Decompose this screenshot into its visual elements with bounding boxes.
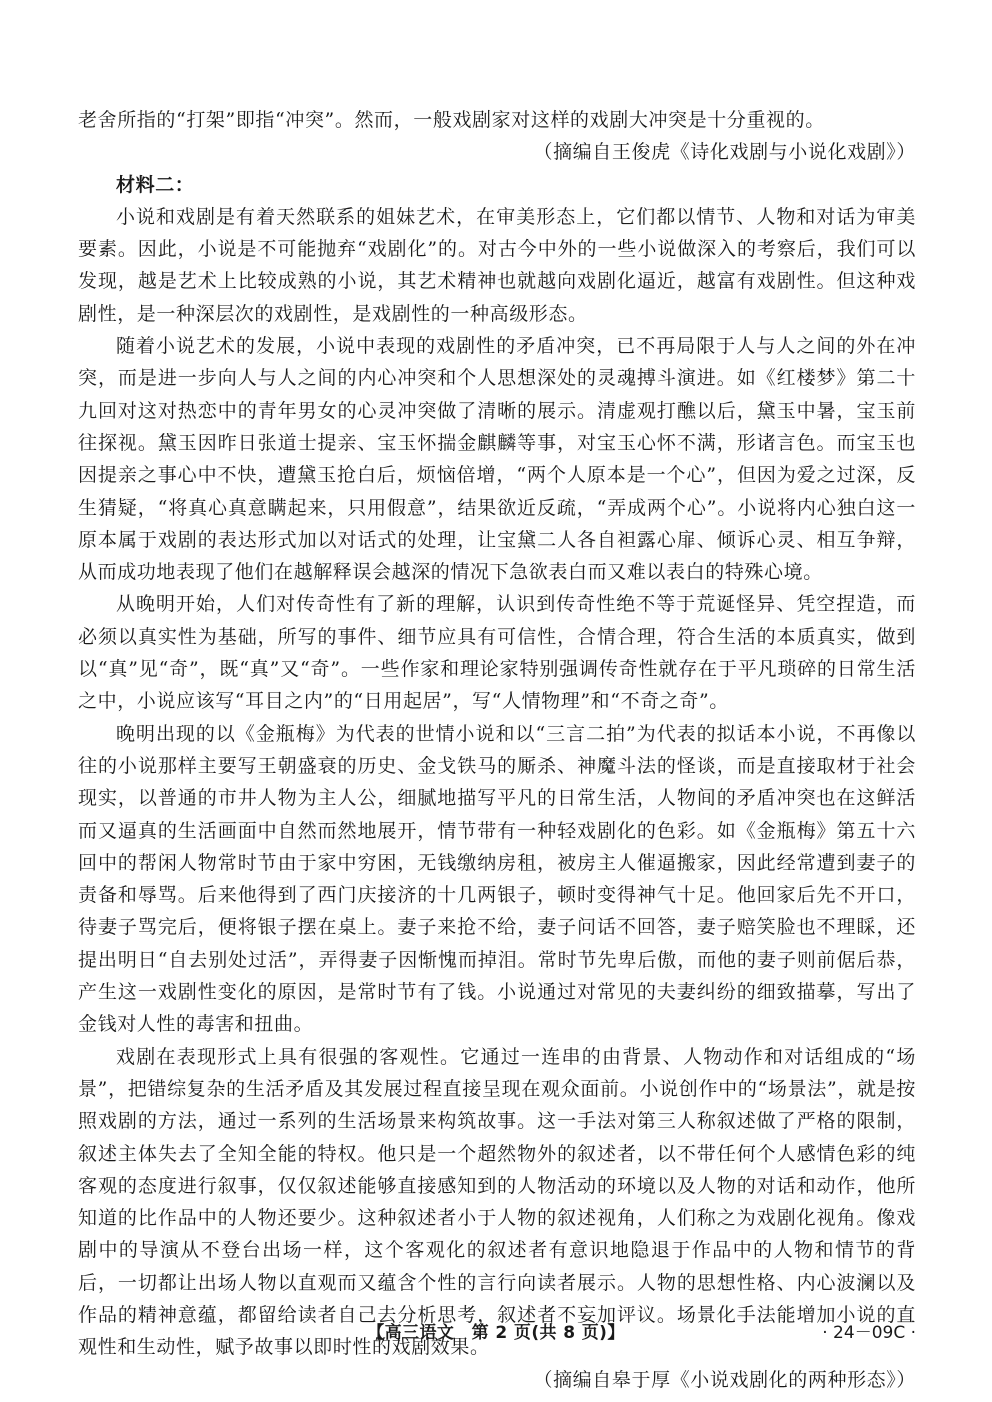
paragraph-5: 戏剧在表现形式上具有很强的客观性。它通过一连串的由背景、人物动作和对话组成的“场景”，把错综复杂的生活矛盾及其发展过程直接呈现在观众面前。小说创作中的“场景法”，就是按照戏剧的方法，通过一系列的生活场景来构筑故事。这一手法对第三人称叙述做了严格的限制，叙述主体失去了全知全能的特权。他只是一个超然物外的叙述者，以不带任何个人感情色彩的纯客观的态度进行叙事，仅仅叙述能够直接感知到的人物活动的环境以及人物的对话和动作，他所知道的比作品中的人物还要少。这种叙述者小于人物的叙述视角，人们称之为戏剧化视角。像戏剧中的导演从不登台出场一样，这个客观化的叙述者有意识地隐退于作品中的人物和情节的背后，一切都让出场人物以直观而又蕴含个性的言行向读者展示。人物的思想性格、内心波澜以及作品的精神意蕴，都留给读者自己去分析思考，叙述者不妄加评议。场景化手法能增加小说的直观性和生动性，赋予故事以即时性的戏剧效果。 [78, 1045, 916, 1359]
source-citation-2: （摘编自皋于厚《小说戏剧化的两种形态》） [533, 1368, 916, 1391]
exam-code: · 24－09C · [822, 1323, 916, 1343]
document-body [78, 104, 916, 1396]
intro-line: 老舍所指的“打架”即指“冲突”。然而，一般戏剧家对这样的戏剧大冲突是十分重视的。 [78, 109, 825, 131]
paragraph-4: 晚明出现的以《金瓶梅》为代表的世情小说和以“三言二拍”为代表的拟话本小说，不再像以往的小说那样主要写王朝盛衰的历史、金戈铁马的厮杀、神魔斗法的怪谈，而是直接取材于社会现实，以普通的市井人物为主人公，细腻地描写平凡的日常生活，人物间的矛盾冲突也在这鲜活而又逼真的生活画面中自然而然地展开，情节带有一种轻戏剧化的色彩。如《金瓶梅》第五十六回中的帮闲人物常时节由于家中穷困，无钱缴纳房租，被房主人催逼搬家，因此经常遭到妻子的责备和辱骂。后来他得到了西门庆接济的十几两银子，顿时变得神气十足。他回家后先不开口，待妻子骂完后，便将银子摆在桌上。妻子来抢不给，妻子问话不回答，妻子赔笑脸也不理睬，还提出明日“自去别处过活”，弄得妻子因惭愧而掉泪。常时节先卑后傲，而他的妻子则前倨后恭，产生这一戏剧性变化的原因，是常时节有了钱。小说通过对常见的夫妻纠纷的细致描摹，写出了金钱对人性的毒害和扭曲。 [78, 722, 916, 1036]
paragraph-1: 小说和戏剧是有着天然联系的姐妹艺术，在审美形态上，它们都以情节、人物和对话为审美要素。因此，小说是不可能抛弃“戏剧化”的。对古今中外的一些小说做深入的考察后，我们可以发现，越是艺术上比较成熟的小说，其艺术精神也就越向戏剧化逼近，越富有戏剧性。但这种戏剧性，是一种深层次的戏剧性，是戏剧性的一种高级形态。 [78, 205, 916, 325]
section-heading-material-2: 材料二： [116, 173, 195, 196]
source-citation-1: （摘编自王俊虎《诗化戏剧与小说化戏剧》） [533, 141, 916, 164]
page-footer: 【高三语文 第 2 页(共 8 页)】 [367, 1323, 625, 1343]
paragraph-2: 随着小说艺术的发展，小说中表现的戏剧性的矛盾冲突，已不再局限于人与人之间的外在冲突，而是进一步向人与人之间的内心冲突和个人思想深处的灵魂搏斗演进。如《红楼梦》第二十九回对这对热恋中的青年男女的心灵冲突做了清晰的展示。清虚观打醮以后，黛玉中暑，宝玉前往探视。黛玉因昨日张道士提亲、宝玉怀揣金麒麟等事，对宝玉心怀不满，形诸言色。而宝玉也因提亲之事心中不快，遭黛玉抢白后，烦恼倍增，“两个人原本是一个心”，但因为爱之过深，反生猜疑，“将真心真意瞒起来，只用假意”，结果欲近反疏，“弄成两个心”。小说将内心独白这一原本属于戏剧的表达形式加以对话式的处理，让宝黛二人各自袒露心扉、倾诉心灵、相互争辩，从而成功地表现了他们在越解释误会越深的情况下急欲表白而又难以表白的特殊心境。 [78, 335, 916, 584]
paragraph-3: 从晚明开始，人们对传奇性有了新的理解，认识到传奇性绝不等于荒诞怪异、凭空捏造，而必须以真实性为基础，所写的事件、细节应具有可信性，合情合理，符合生活的本质真实，做到以“真”见“奇”，既“真”又“奇”。一些作家和理论家特别强调传奇性就存在于平凡琐碎的日常生活之中，小说应该写“耳目之内”的“日用起居”，写“人情物理”和“不奇之奇”。 [78, 593, 916, 713]
